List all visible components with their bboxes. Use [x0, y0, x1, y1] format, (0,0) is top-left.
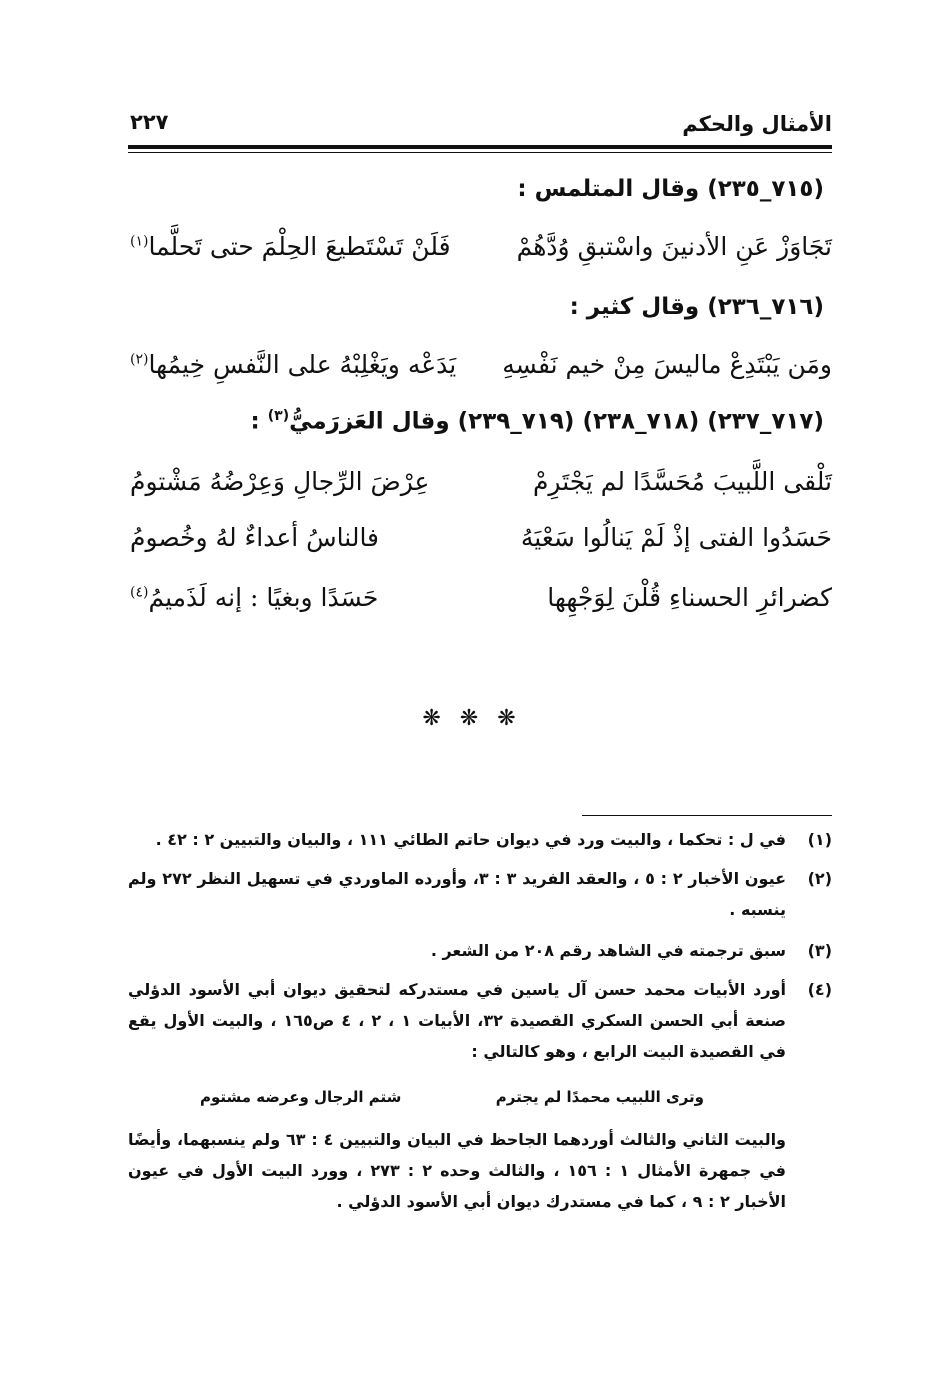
- footnote-continuation: [128, 1124, 832, 1217]
- section-separator: ❋ ❋ ❋: [422, 706, 522, 731]
- verse-first-hemistich: وترى اللبيب محمدًا لم يجترم: [495, 1088, 704, 1106]
- verse-second-hemistich: يَدَعْه ويَغْلِبْهُ على النَّفسِ خِيمُها$^{(٢)}$: [130, 350, 457, 379]
- footnote-text: في ل : تحكما ، والبيت ورد في ديوان حاتم الطائي ١١١ ، والبيان والتبيين ٢ : ٤٢ .: [155, 830, 786, 849]
- header-rule: [128, 145, 832, 149]
- verse-second-hemistich: عِرْضَ الرِّجالِ وَعِرْضُهُ مَشْتومُ: [130, 467, 430, 496]
- verse-second-hemistich: شتم الرجال وعرضه مشتوم: [200, 1088, 402, 1106]
- verse-line: [130, 232, 832, 276]
- verse-first-hemistich: تَجَاوَزْ عَنِ الأدنينَ واسْتبقِ وُدَّهُمْ: [516, 232, 832, 261]
- verse-line: [130, 467, 832, 511]
- footnote-marker: (٣): [267, 408, 290, 424]
- verse-second-hemistich: فَلَنْ تَسْتَطيعَ الحِلْمَ حتى تَحلَّما$^{(١)}$: [130, 232, 451, 261]
- footnote-text: سبق ترجمته في الشاهد رقم ٢٠٨ من الشعر .: [430, 941, 786, 960]
- footnote-number: (٣): [807, 941, 832, 960]
- page-number: ٢٢٧: [130, 110, 169, 134]
- header-rule-thin: [128, 152, 832, 153]
- footnote-number: (٤): [807, 980, 832, 999]
- footnote-number: (٢): [807, 869, 832, 888]
- footnote-marker: (١): [130, 233, 149, 250]
- running-title: الأمثال والحكم: [682, 112, 832, 136]
- verse-line: [130, 523, 832, 567]
- footnote-text: والبيت الثاني والثالث أوردهما الجاحظ في البيان والتبيين ٤ : ٦٣ ولم ينسبهما، وأيضًا في جمهرة الأمثال ١ : ١٥٦ ، والثالث وحده ٢ : ٢٧٣ ، وورد البيت الأول في عيون الأخبار ٢ : ٩ ، كما في مستدرك ديوان أبي الأسود الدؤلي .: [128, 1130, 787, 1211]
- footnote: [128, 824, 832, 855]
- footnote: [128, 935, 832, 966]
- footnote: [128, 863, 832, 925]
- footnote-number: (١): [807, 830, 832, 849]
- verse-second-hemistich: حَسَدًا وبغيًا : إنه لَذَميمُ$^{(٤)}$: [130, 583, 379, 612]
- verse-first-hemistich: ومَن يَبْتَدِعْ ماليسَ مِنْ خيم نَفْسِهِ: [502, 350, 832, 379]
- footnote-rule: [582, 815, 832, 816]
- footnote-text: أورد الأبيات محمد حسن آل ياسين في مستدركه لتحقيق ديوان أبي الأسود الدؤلي صنعة أبي الحسن السكري القصيدة ٣٢، الأبيات ١ ، ٢ ، ٤ ص١٦٥ ، والبيت الأول يقع في القصيدة البيت الرابع ، وهو كالتالي :: [128, 980, 787, 1061]
- verse-first-hemistich: تَلْقى اللَّبيبَ مُحَسَّدًا لم يَجْتَرِمْ: [532, 467, 832, 496]
- verse-first-hemistich: كضرائرِ الحسناءِ قُلْنَ لِوَجْهِها: [547, 583, 832, 612]
- verse-line: [130, 350, 832, 394]
- footnote-marker: (٤): [130, 584, 149, 601]
- verse-first-hemistich: حَسَدُوا الفتى إذْ لَمْ يَنالُوا سَعْيَهُ: [520, 523, 832, 552]
- entry-intro: (٧١٧_٢٣٧) (٧١٨_٢٣٨) (٧١٩_٢٣٩) وقال العَزرَميُّ$^{(٣)}$ :: [250, 408, 824, 435]
- verse-line: [130, 583, 832, 627]
- entry-intro: (٧١٥_٢٣٥) وقال المتلمس :: [517, 176, 824, 202]
- footnote-marker: (٢): [130, 351, 149, 368]
- verse-second-hemistich: فالناسُ أعداءٌ لهُ وخُصومُ: [130, 523, 380, 552]
- footnote-quoted-verse: [200, 1088, 704, 1116]
- footnote: [128, 974, 832, 1067]
- entry-intro: (٧١٦_٢٣٦) وقال كثير :: [569, 294, 824, 320]
- footnote-text: عيون الأخبار ٢ : ٥ ، والعقد الفريد ٣ : ٣، وأورده الماوردي في تسهيل النظر ٢٧٢ ولم ينسبه .: [128, 869, 787, 919]
